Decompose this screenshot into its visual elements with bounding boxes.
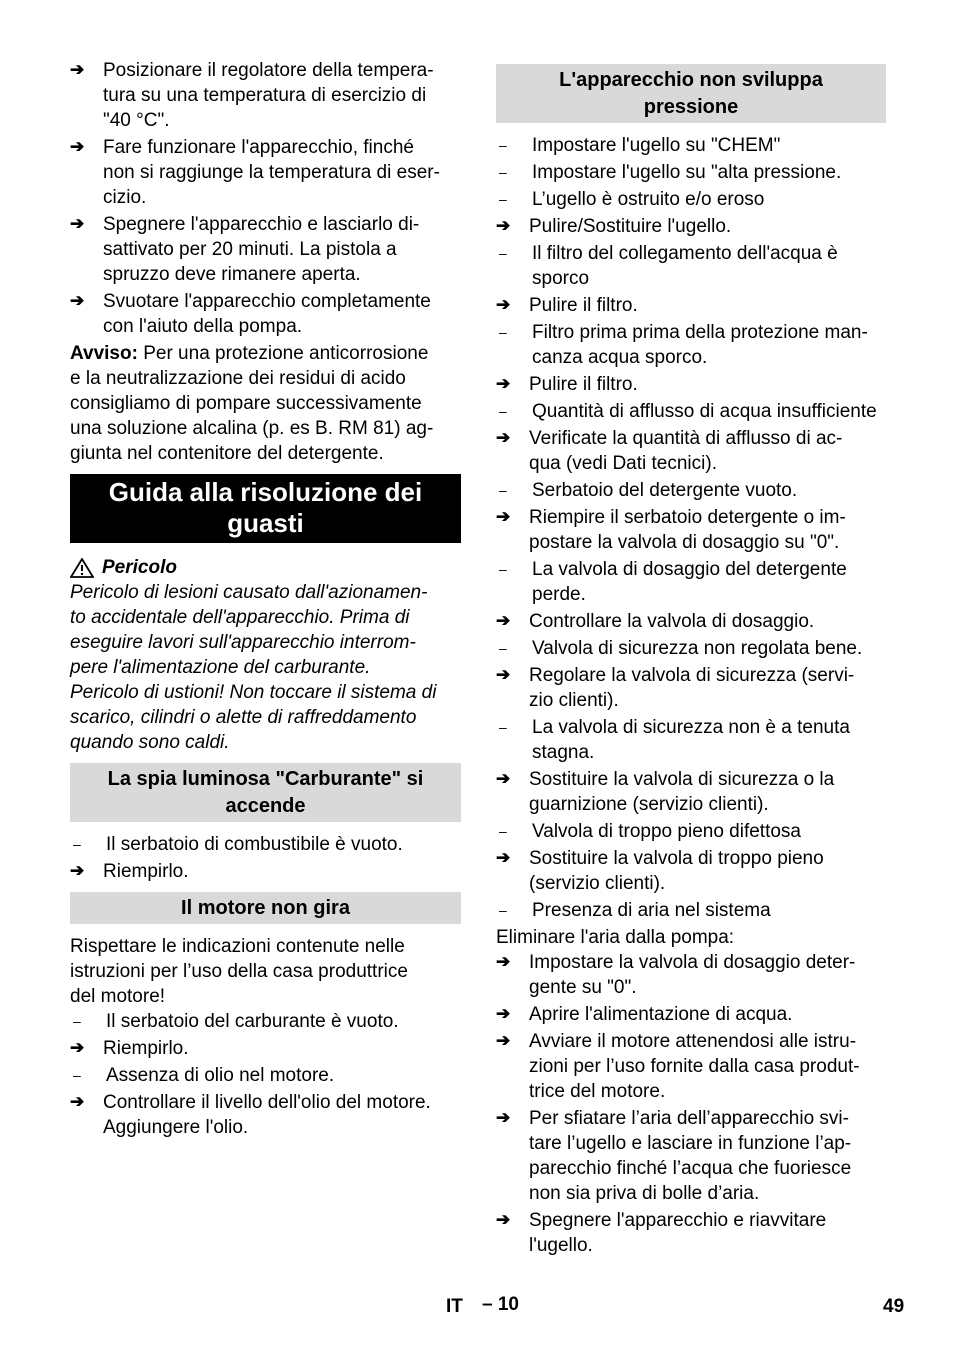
air-list — [496, 950, 886, 1258]
list-item-text: Impostare l'ugello su "CHEM" — [532, 135, 781, 156]
notice-label: Avviso: — [70, 343, 138, 364]
dash-bullet-icon: – — [499, 164, 507, 180]
arrow-bullet-icon: ➔ — [496, 1108, 511, 1127]
list-item — [496, 426, 886, 476]
list-item-text: Il serbatoio di combustibile è vuoto. — [106, 834, 403, 855]
arrow-bullet-icon: ➔ — [496, 374, 511, 393]
dash-bullet-icon: – — [499, 324, 507, 340]
arrow-bullet-icon: ➔ — [496, 216, 511, 235]
list-item — [496, 609, 886, 634]
arrow-bullet-icon: ➔ — [70, 861, 85, 880]
list-item — [496, 372, 886, 397]
list-item — [496, 214, 886, 239]
list-item — [496, 950, 886, 1000]
list-item — [496, 478, 886, 503]
list-item — [496, 1002, 886, 1027]
footer-page-number: 49 — [883, 1296, 905, 1317]
dash-bullet-icon: – — [499, 191, 507, 207]
list-item-text: Il serbatoio del carburante è vuoto. — [106, 1011, 399, 1032]
arrow-bullet-icon: ➔ — [496, 507, 511, 526]
engine-intro: Rispettare le indicazioni contenute nelle istruzioni per l’uso della casa produttrice del motore! — [70, 936, 408, 1007]
list-item — [496, 1106, 886, 1206]
list-item-text: Valvola di sicurezza non regolata bene. — [532, 638, 863, 659]
list-item-text: Pulire il filtro. — [529, 295, 638, 316]
list-item-text: Spegnere l'apparecchio e riavvitare l'ugello. — [529, 1210, 827, 1256]
dash-bullet-icon: – — [73, 836, 81, 852]
list-item — [496, 846, 886, 896]
danger-text: Pericolo di lesioni causato dall'azionamen- to accidentale dell'apparecchio. Prima di eseguire lavori sull'apparecchio interrom- pere l'alimentazione del carburante. Pericolo di ustioni! Non toccare il sistema di scarico, cilindri o alette di raffreddamento quando sono caldi. — [70, 582, 437, 753]
pressure-list — [496, 133, 886, 923]
list-item — [70, 212, 461, 287]
list-item-text: Pulire il filtro. — [529, 374, 638, 395]
dash-bullet-icon: – — [499, 719, 507, 735]
list-item — [496, 505, 886, 555]
list-item — [496, 160, 886, 185]
list-item — [496, 1208, 886, 1258]
list-item-text: Quantità di afflusso di acqua insufficiente — [532, 401, 877, 422]
list-item-text: Regolare la valvola di sicurezza (servi- zio clienti). — [529, 665, 855, 711]
arrow-bullet-icon: ➔ — [496, 1031, 511, 1050]
list-item — [496, 819, 886, 844]
arrow-bullet-icon: ➔ — [70, 60, 85, 79]
arrow-bullet-icon: ➔ — [496, 1210, 511, 1229]
list-item — [70, 1090, 461, 1140]
dash-bullet-icon: – — [499, 403, 507, 419]
list-item — [496, 557, 886, 607]
dash-bullet-icon: – — [499, 245, 507, 261]
arrow-bullet-icon: ➔ — [496, 769, 511, 788]
list-item — [496, 187, 886, 212]
list-item-text: Assenza di olio nel motore. — [106, 1065, 335, 1086]
list-item-text: Per sfiatare l’aria dell’apparecchio svi- tare l’ugello e lasciare in funzione l’ap- parecchio finché l’acqua che fuoriesce non sia priva di bolle d’aria. — [529, 1108, 852, 1204]
danger-heading — [70, 555, 461, 580]
dash-bullet-icon: – — [499, 482, 507, 498]
list-item — [496, 1029, 886, 1104]
list-item-text: Serbatoio del detergente vuoto. — [532, 480, 798, 501]
list-item-text: Impostare la valvola di dosaggio deter- gente su "0". — [529, 952, 856, 998]
arrow-bullet-icon: ➔ — [496, 611, 511, 630]
list-item-text: Presenza di aria nel sistema — [532, 900, 771, 921]
list-item — [496, 399, 886, 424]
list-item-text: Svuotare l'apparecchio completamente con l'aiuto della pompa. — [103, 291, 431, 337]
arrow-bullet-icon: ➔ — [70, 1092, 85, 1111]
list-item-text: Sostituire la valvola di troppo pieno (servizio clienti). — [529, 848, 824, 894]
right-column — [496, 58, 886, 1260]
notice-paragraph — [70, 341, 461, 466]
arrow-bullet-icon: ➔ — [496, 295, 511, 314]
list-item-text: Posizionare il regolatore della tempera- tura su una temperatura di esercizio di "40 °C". — [103, 60, 434, 131]
engine-heading: Il motore non gira — [70, 892, 461, 924]
list-item-text: Avviare il motore attenendosi alle istru- zioni per l’uso fornite dalla casa produt- trice del motore. — [529, 1031, 860, 1102]
list-item — [70, 832, 461, 857]
list-item-text: L’ugello è ostruito e/o eroso — [532, 189, 765, 210]
list-item — [496, 715, 886, 765]
intro-steps — [70, 58, 461, 339]
dash-bullet-icon: – — [499, 561, 507, 577]
list-item-text: Verificate la quantità di afflusso di ac- qua (vedi Dati tecnici). — [529, 428, 843, 474]
dash-bullet-icon: – — [499, 823, 507, 839]
arrow-bullet-icon: ➔ — [496, 1004, 511, 1023]
list-item — [70, 1009, 461, 1034]
list-item-text: Filtro prima prima della protezione man- canza acqua sporco. — [532, 322, 868, 368]
arrow-bullet-icon: ➔ — [496, 428, 511, 447]
list-item — [496, 293, 886, 318]
list-item — [496, 241, 886, 291]
pressure-heading: L'apparecchio non sviluppa pressione — [496, 64, 886, 123]
list-item-text: Fare funzionare l'apparecchio, finché non si raggiunge la temperatura di eser- cizio. — [103, 137, 440, 208]
footer-language: IT — [446, 1296, 463, 1317]
notice-text: Per una protezione anticorrosione e la neutralizzazione dei residui di acido consigliamo di pompare successivamente una soluzione alcalina (p. es B. RM 81) ag- giunta nel contenitore del detergente. — [70, 343, 434, 464]
list-item-text: Controllare la valvola di dosaggio. — [529, 611, 815, 632]
list-item-text: La valvola di dosaggio del detergente perde. — [532, 559, 847, 605]
list-item — [70, 289, 461, 339]
list-item-text: Il filtro del collegamento dell'acqua è sporco — [532, 243, 838, 289]
list-item-text: Aprire l'alimentazione di acqua. — [529, 1004, 793, 1025]
dash-bullet-icon: – — [73, 1067, 81, 1083]
arrow-bullet-icon: ➔ — [70, 291, 85, 310]
section-title: Guida alla risoluzione dei guasti — [70, 474, 461, 543]
arrow-bullet-icon: ➔ — [70, 137, 85, 156]
dash-bullet-icon: – — [499, 640, 507, 656]
arrow-bullet-icon: ➔ — [496, 848, 511, 867]
list-item — [70, 135, 461, 210]
list-item-text: Sostituire la valvola di sicurezza o la guarnizione (servizio clienti). — [529, 769, 835, 815]
list-item — [496, 663, 886, 713]
list-item — [496, 320, 886, 370]
danger-label: Pericolo — [102, 557, 177, 578]
list-item-text: Riempirlo. — [103, 1038, 189, 1059]
left-column — [70, 58, 461, 1142]
list-item-text: Impostare l'ugello su "alta pressione. — [532, 162, 842, 183]
engine-list — [70, 1009, 461, 1140]
air-intro: Eliminare l'aria dalla pompa: — [496, 927, 735, 948]
dash-bullet-icon: – — [499, 902, 507, 918]
warning-triangle-icon — [70, 558, 94, 578]
list-item — [496, 898, 886, 923]
list-item-text: Pulire/Sostituire l'ugello. — [529, 216, 732, 237]
list-item-text: Controllare il livello dell'olio del motore. Aggiungere l'olio. — [103, 1092, 431, 1138]
fuel-light-heading: La spia luminosa "Carburante" si accende — [70, 763, 461, 822]
arrow-bullet-icon: ➔ — [496, 952, 511, 971]
list-item — [496, 636, 886, 661]
fuel-light-list — [70, 832, 461, 884]
arrow-bullet-icon: ➔ — [70, 214, 85, 233]
list-item-text: Valvola di troppo pieno difettosa — [532, 821, 801, 842]
dash-bullet-icon: – — [73, 1013, 81, 1029]
list-item — [496, 767, 886, 817]
list-item-text: La valvola di sicurezza non è a tenuta stagna. — [532, 717, 850, 763]
list-item — [70, 1036, 461, 1061]
list-item-text: Spegnere l'apparecchio e lasciarlo di- sattivato per 20 minuti. La pistola a spruzzo deve rimanere aperta. — [103, 214, 420, 285]
list-item-text: Riempirlo. — [103, 861, 189, 882]
list-item — [70, 1063, 461, 1088]
arrow-bullet-icon: ➔ — [496, 665, 511, 684]
list-item — [496, 133, 886, 158]
footer-section-page: – 10 — [482, 1294, 519, 1315]
list-item — [70, 859, 461, 884]
dash-bullet-icon: – — [499, 137, 507, 153]
arrow-bullet-icon: ➔ — [70, 1038, 85, 1057]
list-item — [70, 58, 461, 133]
list-item-text: Riempire il serbatoio detergente o im- postare la valvola di dosaggio su "0". — [529, 507, 846, 553]
